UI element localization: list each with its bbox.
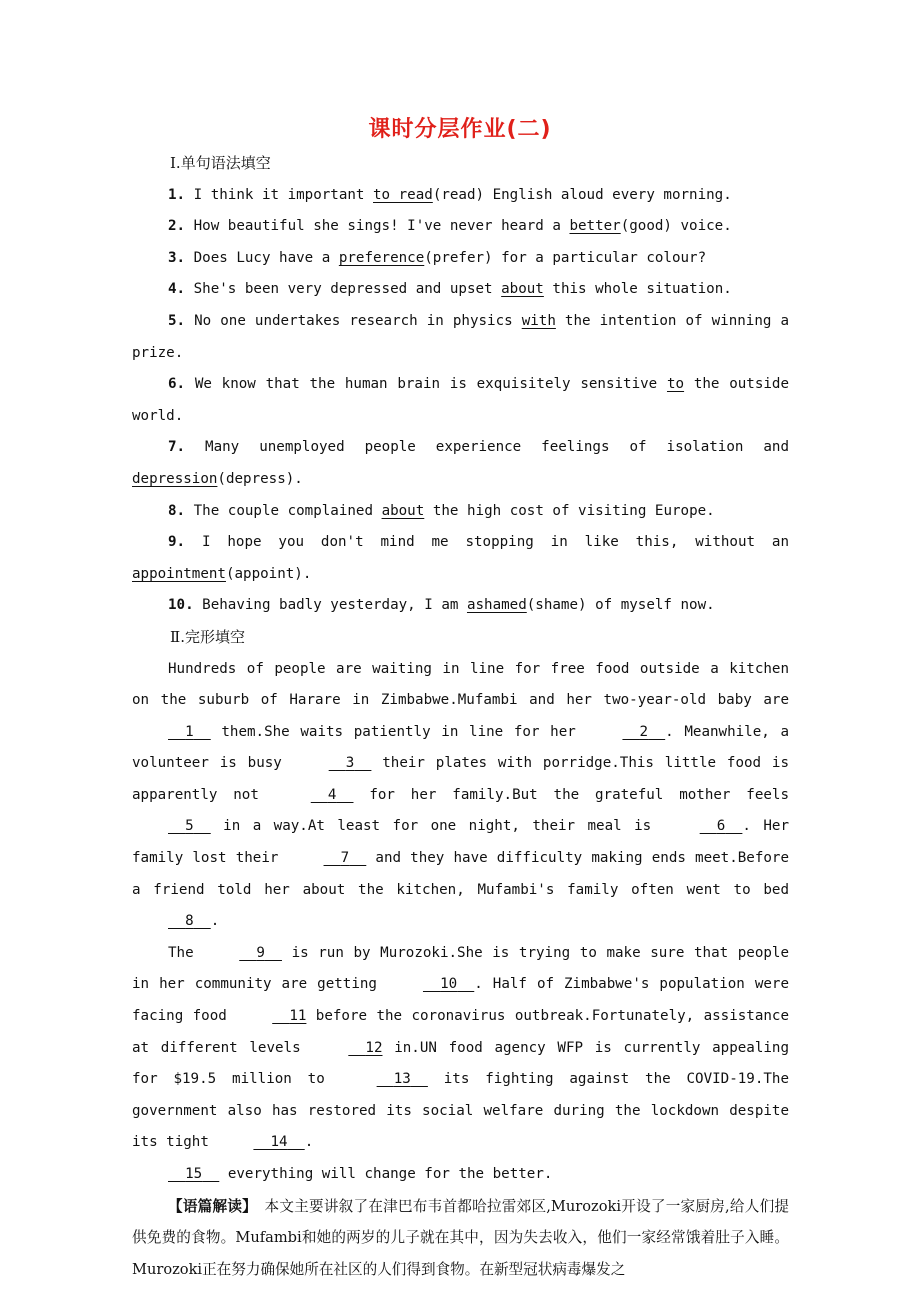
passage-text: everything will change for the better.: [219, 1166, 553, 1182]
interpretation-label: 【语篇解读】: [168, 1197, 250, 1215]
interpretation-text: 本文主要讲叙了在津巴布韦首都哈拉雷郊区,Murozoki开设了一家厨房,给人们提供免费的食物。Mufambi和她的两岁的儿子就在其中，因为失去收入，他们一家经常饿着肚子入睡。Murozoki正在努力确保她所在社区的人们得到食物。在新型冠状病毒爆发之: [132, 1197, 790, 1278]
question-item: [132, 527, 789, 590]
passage-text: before the coronavirus outbreak.Fortunately, assistance at different levels: [132, 1008, 789, 1056]
passage-text: their plates with porridge.This little food is apparently not: [132, 755, 789, 803]
answer-underlined: preference: [338, 249, 425, 266]
passage-text: . Her family lost their: [132, 818, 789, 867]
passage-text: them.She waits patiently in line for her: [210, 723, 587, 740]
cloze-blank: 9: [256, 944, 265, 961]
question-text: I think it important: [185, 186, 374, 203]
question-text: Behaving badly yesterday, I am: [193, 597, 467, 614]
cloze-blank: 3: [345, 755, 355, 772]
cloze-blank: 7: [340, 850, 350, 867]
cloze-blank: 4: [327, 786, 337, 803]
passage-text: in a way.At least for one night, their meal is: [210, 818, 664, 835]
cloze-blank: 5: [185, 818, 194, 835]
question-number: 6.: [168, 376, 186, 393]
cloze-blank: 15: [185, 1166, 203, 1182]
section1-heading: Ⅰ.单句语法填空: [170, 154, 271, 172]
question-number: 5.: [168, 312, 186, 329]
cloze-blank: 2: [639, 723, 649, 740]
cloze-paragraph-3: [132, 1159, 789, 1191]
question-text: Many unemployed people experience feelings of isolation and: [185, 439, 789, 456]
section2-heading: Ⅱ.完形填空: [170, 627, 245, 646]
question-item: [132, 243, 789, 275]
answer-underlined: to: [666, 376, 685, 393]
question-text: the intention of winning a prize.: [132, 312, 790, 361]
question-item: [132, 496, 789, 528]
passage-text: .: [210, 913, 220, 930]
cloze-paragraph-2: [132, 938, 789, 1159]
question-number: 7.: [168, 439, 186, 456]
question-item: [132, 274, 789, 306]
question-text: (appoint).: [225, 565, 312, 582]
answer-underlined: ashamed: [466, 597, 527, 614]
cloze-blank: 11: [289, 1008, 307, 1025]
answer-underlined: about: [501, 281, 544, 298]
cloze-blank: 14: [270, 1134, 288, 1151]
question-number: 10.: [168, 597, 194, 614]
passage-text: The: [168, 944, 204, 961]
question-text: the outside world.: [132, 376, 789, 424]
question-item: [132, 590, 789, 622]
cloze-paragraph-1: [132, 654, 789, 938]
answer-underlined: better: [569, 218, 621, 235]
grammar-question-list: [132, 180, 789, 622]
question-item: [132, 306, 789, 369]
question-number: 9.: [168, 534, 186, 551]
cloze-blank: 6: [716, 818, 726, 835]
question-text: (shame) of myself now.: [526, 597, 715, 614]
question-text: How beautiful she sings! I've never heard a: [185, 218, 570, 235]
answer-underlined: with: [521, 312, 556, 329]
cloze-blank: 10: [440, 976, 458, 993]
question-text: (read) English aloud every morning.: [432, 186, 732, 203]
question-number: 8.: [168, 502, 186, 519]
passage-text: is run by Murozoki.She is trying to make sure that people in her community are getting: [132, 944, 789, 993]
cloze-blank: 8: [185, 913, 194, 930]
answer-underlined: about: [381, 502, 425, 519]
cloze-blank: 12: [365, 1039, 383, 1056]
question-text: The couple complained: [185, 502, 382, 519]
passage-text: for her family.But the grateful mother feels: [353, 786, 790, 803]
worksheet-content: [132, 148, 789, 1285]
question-text: this whole situation.: [543, 281, 732, 298]
passage-text: . Half of Zimbabwe's population were facing food: [132, 976, 789, 1025]
question-text: We know that the human brain is exquisitely sensitive: [185, 376, 667, 393]
passage-interpretation: [132, 1191, 789, 1286]
passage-text: in.UN food agency WFP is currently appealing for $19.5 million to: [132, 1039, 789, 1088]
cloze-blank: 1: [185, 723, 194, 740]
passage-text: Hundreds of people are waiting in line for free food outside a kitchen on the suburb of Harare in Zimbabwe.Mufambi and her two-year-old baby are: [132, 660, 789, 709]
passage-text: its fighting against the COVID-19.The government also has restored its social welfare during the lockdown despite its tight: [132, 1071, 789, 1151]
answer-underlined: to read: [373, 186, 433, 203]
answer-underlined: appointment: [132, 565, 226, 582]
question-number: 3.: [168, 249, 186, 266]
passage-text: and they have difficulty making ends meet.Before a friend told her about the kitchen, Mufambi's family often went to bed: [132, 850, 789, 898]
question-item: [132, 369, 789, 432]
question-text: No one undertakes research in physics: [185, 312, 522, 329]
question-text: She's been very depressed and upset: [185, 281, 502, 298]
question-text: I hope you don't mind me stopping in like this, without an: [185, 534, 789, 551]
answer-underlined: depression: [132, 470, 218, 487]
cloze-blank: 13: [393, 1071, 411, 1088]
question-text: (depress).: [217, 470, 303, 487]
passage-text: . Meanwhile, a volunteer is busy: [132, 723, 789, 772]
question-number: 2.: [168, 218, 186, 235]
page-title: 课时分层作业(二): [368, 117, 552, 142]
question-number: 4.: [168, 281, 186, 298]
question-text: Does Lucy have a: [185, 249, 339, 266]
question-item: [132, 211, 789, 243]
question-text: the high cost of visiting Europe.: [424, 502, 715, 519]
passage-text: .: [304, 1134, 314, 1151]
question-item: [132, 432, 789, 495]
question-text: (good) voice.: [620, 218, 732, 235]
question-text: (prefer) for a particular colour?: [424, 249, 707, 266]
question-item: [132, 180, 789, 212]
question-number: 1.: [168, 186, 186, 203]
